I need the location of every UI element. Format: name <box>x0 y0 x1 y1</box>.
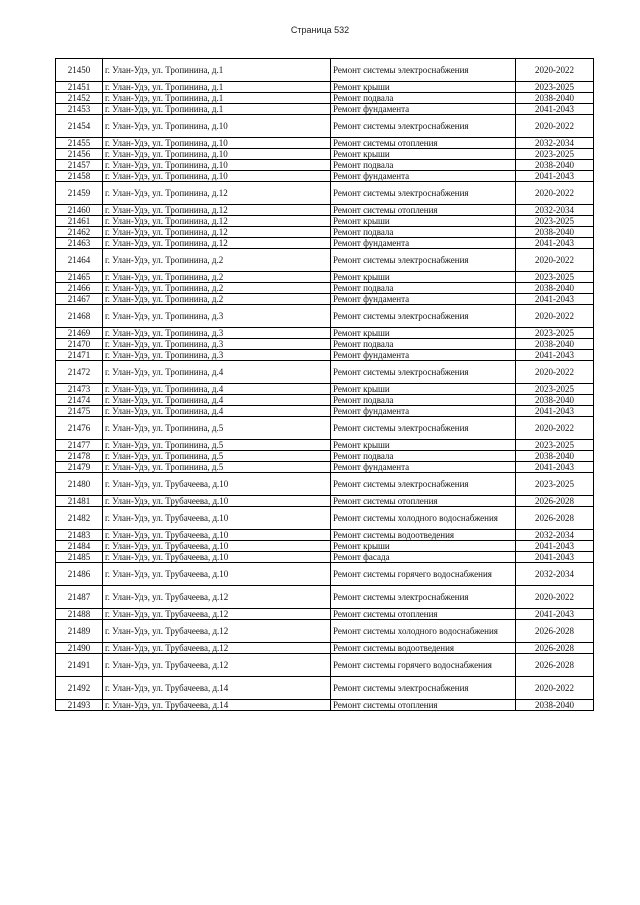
address-cell: г. Улан-Удэ, ул. Тропинина, д.4 <box>103 395 331 406</box>
period-cell: 2041-2043 <box>516 541 594 552</box>
table-row <box>56 406 594 417</box>
address-cell: г. Улан-Удэ, ул. Тропинина, д.3 <box>103 305 331 328</box>
work-type-cell: Ремонт системы электроснабжения <box>331 59 516 82</box>
period-cell: 2032-2034 <box>516 563 594 586</box>
period-cell: 2020-2022 <box>516 586 594 609</box>
period-cell: 2020-2022 <box>516 361 594 384</box>
row-number-cell: 21467 <box>56 294 103 305</box>
row-number-cell: 21459 <box>56 182 103 205</box>
table-row <box>56 586 594 609</box>
table-row <box>56 82 594 93</box>
address-cell: г. Улан-Удэ, ул. Тропинина, д.2 <box>103 294 331 305</box>
address-cell: г. Улан-Удэ, ул. Тропинина, д.10 <box>103 171 331 182</box>
address-cell: г. Улан-Удэ, ул. Тропинина, д.3 <box>103 328 331 339</box>
period-cell: 2041-2043 <box>516 609 594 620</box>
row-number-cell: 21492 <box>56 677 103 700</box>
row-number-cell: 21452 <box>56 93 103 104</box>
work-type-cell: Ремонт подвала <box>331 395 516 406</box>
period-cell: 2032-2034 <box>516 138 594 149</box>
table-row <box>56 361 594 384</box>
address-cell: г. Улан-Удэ, ул. Трубачеева, д.14 <box>103 700 331 711</box>
table-row <box>56 451 594 462</box>
period-cell: 2038-2040 <box>516 160 594 171</box>
table-row <box>56 654 594 677</box>
address-cell: г. Улан-Удэ, ул. Тропинина, д.1 <box>103 104 331 115</box>
table-row <box>56 620 594 643</box>
period-cell: 2023-2025 <box>516 473 594 496</box>
address-cell: г. Улан-Удэ, ул. Тропинина, д.4 <box>103 361 331 384</box>
period-cell: 2038-2040 <box>516 451 594 462</box>
period-cell: 2023-2025 <box>516 328 594 339</box>
table-row <box>56 384 594 395</box>
address-cell: г. Улан-Удэ, ул. Трубачеева, д.10 <box>103 530 331 541</box>
table-row <box>56 305 594 328</box>
address-cell: г. Улан-Удэ, ул. Трубачеева, д.10 <box>103 563 331 586</box>
address-cell: г. Улан-Удэ, ул. Трубачеева, д.12 <box>103 609 331 620</box>
table-row <box>56 328 594 339</box>
address-cell: г. Улан-Удэ, ул. Тропинина, д.12 <box>103 238 331 249</box>
table-row <box>56 473 594 496</box>
work-type-cell: Ремонт крыши <box>331 149 516 160</box>
address-cell: г. Улан-Удэ, ул. Тропинина, д.10 <box>103 115 331 138</box>
work-type-cell: Ремонт системы водоотведения <box>331 643 516 654</box>
row-number-cell: 21480 <box>56 473 103 496</box>
address-cell: г. Улан-Удэ, ул. Тропинина, д.10 <box>103 160 331 171</box>
work-type-cell: Ремонт фундамента <box>331 171 516 182</box>
address-cell: г. Улан-Удэ, ул. Тропинина, д.12 <box>103 216 331 227</box>
table-row <box>56 417 594 440</box>
period-cell: 2038-2040 <box>516 700 594 711</box>
work-type-cell: Ремонт системы электроснабжения <box>331 417 516 440</box>
work-type-cell: Ремонт крыши <box>331 440 516 451</box>
row-number-cell: 21493 <box>56 700 103 711</box>
table-row <box>56 272 594 283</box>
work-type-cell: Ремонт подвала <box>331 339 516 350</box>
work-type-cell: Ремонт крыши <box>331 216 516 227</box>
table-row <box>56 93 594 104</box>
row-number-cell: 21470 <box>56 339 103 350</box>
work-type-cell: Ремонт крыши <box>331 384 516 395</box>
period-cell: 2026-2028 <box>516 496 594 507</box>
table-row <box>56 171 594 182</box>
period-cell: 2023-2025 <box>516 82 594 93</box>
work-type-cell: Ремонт системы электроснабжения <box>331 473 516 496</box>
address-cell: г. Улан-Удэ, ул. Трубачеева, д.10 <box>103 496 331 507</box>
table-row <box>56 339 594 350</box>
row-number-cell: 21461 <box>56 216 103 227</box>
row-number-cell: 21482 <box>56 507 103 530</box>
period-cell: 2041-2043 <box>516 171 594 182</box>
work-type-cell: Ремонт подвала <box>331 451 516 462</box>
table-row <box>56 216 594 227</box>
table-row <box>56 440 594 451</box>
table-row <box>56 160 594 171</box>
row-number-cell: 21462 <box>56 227 103 238</box>
work-type-cell: Ремонт системы отопления <box>331 496 516 507</box>
address-cell: г. Улан-Удэ, ул. Тропинина, д.12 <box>103 227 331 238</box>
table-row <box>56 149 594 160</box>
work-type-cell: Ремонт фундамента <box>331 238 516 249</box>
table-row <box>56 227 594 238</box>
work-type-cell: Ремонт фундамента <box>331 350 516 361</box>
work-type-cell: Ремонт фундамента <box>331 104 516 115</box>
table-row <box>56 249 594 272</box>
work-type-cell: Ремонт фасада <box>331 552 516 563</box>
table-row <box>56 104 594 115</box>
work-type-cell: Ремонт системы отопления <box>331 609 516 620</box>
address-cell: г. Улан-Удэ, ул. Тропинина, д.3 <box>103 350 331 361</box>
row-number-cell: 21463 <box>56 238 103 249</box>
address-cell: г. Улан-Удэ, ул. Тропинина, д.5 <box>103 440 331 451</box>
address-cell: г. Улан-Удэ, ул. Тропинина, д.12 <box>103 205 331 216</box>
row-number-cell: 21490 <box>56 643 103 654</box>
work-type-cell: Ремонт крыши <box>331 272 516 283</box>
work-type-cell: Ремонт подвала <box>331 160 516 171</box>
address-cell: г. Улан-Удэ, ул. Тропинина, д.5 <box>103 417 331 440</box>
table-row <box>56 350 594 361</box>
table-row <box>56 238 594 249</box>
row-number-cell: 21450 <box>56 59 103 82</box>
work-type-cell: Ремонт подвала <box>331 227 516 238</box>
row-number-cell: 21451 <box>56 82 103 93</box>
row-number-cell: 21471 <box>56 350 103 361</box>
row-number-cell: 21460 <box>56 205 103 216</box>
work-type-cell: Ремонт крыши <box>331 328 516 339</box>
period-cell: 2020-2022 <box>516 182 594 205</box>
row-number-cell: 21455 <box>56 138 103 149</box>
work-type-cell: Ремонт фундамента <box>331 294 516 305</box>
work-type-cell: Ремонт системы водоотведения <box>331 530 516 541</box>
period-cell: 2032-2034 <box>516 530 594 541</box>
work-type-cell: Ремонт системы отопления <box>331 700 516 711</box>
work-type-cell: Ремонт системы электроснабжения <box>331 305 516 328</box>
table-row <box>56 205 594 216</box>
address-cell: г. Улан-Удэ, ул. Тропинина, д.2 <box>103 272 331 283</box>
period-cell: 2026-2028 <box>516 643 594 654</box>
address-cell: г. Улан-Удэ, ул. Трубачеева, д.10 <box>103 552 331 563</box>
row-number-cell: 21453 <box>56 104 103 115</box>
address-cell: г. Улан-Удэ, ул. Трубачеева, д.12 <box>103 620 331 643</box>
table-row <box>56 182 594 205</box>
period-cell: 2038-2040 <box>516 227 594 238</box>
work-type-cell: Ремонт фундамента <box>331 406 516 417</box>
work-type-cell: Ремонт подвала <box>331 283 516 294</box>
work-type-cell: Ремонт крыши <box>331 541 516 552</box>
row-number-cell: 21481 <box>56 496 103 507</box>
table-row <box>56 530 594 541</box>
period-cell: 2038-2040 <box>516 93 594 104</box>
period-cell: 2041-2043 <box>516 238 594 249</box>
work-type-cell: Ремонт системы горячего водоснабжения <box>331 563 516 586</box>
page-header: Страница 532 <box>290 25 350 35</box>
address-cell: г. Улан-Удэ, ул. Тропинина, д.4 <box>103 406 331 417</box>
row-number-cell: 21475 <box>56 406 103 417</box>
period-cell: 2023-2025 <box>516 440 594 451</box>
work-type-cell: Ремонт системы электроснабжения <box>331 182 516 205</box>
period-cell: 2026-2028 <box>516 620 594 643</box>
row-number-cell: 21484 <box>56 541 103 552</box>
row-number-cell: 21469 <box>56 328 103 339</box>
address-cell: г. Улан-Удэ, ул. Тропинина, д.2 <box>103 283 331 294</box>
period-cell: 2020-2022 <box>516 677 594 700</box>
period-cell: 2041-2043 <box>516 350 594 361</box>
period-cell: 2041-2043 <box>516 406 594 417</box>
period-cell: 2041-2043 <box>516 462 594 473</box>
table-row <box>56 59 594 82</box>
row-number-cell: 21489 <box>56 620 103 643</box>
address-cell: г. Улан-Удэ, ул. Трубачеева, д.10 <box>103 473 331 496</box>
address-cell: г. Улан-Удэ, ул. Тропинина, д.3 <box>103 339 331 350</box>
repair-schedule-table <box>55 58 594 711</box>
table-row <box>56 552 594 563</box>
period-cell: 2041-2043 <box>516 552 594 563</box>
address-cell: г. Улан-Удэ, ул. Тропинина, д.5 <box>103 462 331 473</box>
address-cell: г. Улан-Удэ, ул. Трубачеева, д.12 <box>103 654 331 677</box>
row-number-cell: 21472 <box>56 361 103 384</box>
table-row <box>56 395 594 406</box>
work-type-cell: Ремонт системы холодного водоснабжения <box>331 507 516 530</box>
address-cell: г. Улан-Удэ, ул. Тропинина, д.1 <box>103 93 331 104</box>
table-row <box>56 138 594 149</box>
address-cell: г. Улан-Удэ, ул. Тропинина, д.1 <box>103 82 331 93</box>
work-type-cell: Ремонт системы отопления <box>331 205 516 216</box>
period-cell: 2023-2025 <box>516 384 594 395</box>
row-number-cell: 21454 <box>56 115 103 138</box>
address-cell: г. Улан-Удэ, ул. Тропинина, д.10 <box>103 138 331 149</box>
period-cell: 2023-2025 <box>516 149 594 160</box>
row-number-cell: 21458 <box>56 171 103 182</box>
work-type-cell: Ремонт системы электроснабжения <box>331 249 516 272</box>
work-type-cell: Ремонт системы электроснабжения <box>331 586 516 609</box>
row-number-cell: 21486 <box>56 563 103 586</box>
table-row <box>56 283 594 294</box>
address-cell: г. Улан-Удэ, ул. Тропинина, д.10 <box>103 149 331 160</box>
table-row <box>56 507 594 530</box>
address-cell: г. Улан-Удэ, ул. Трубачеева, д.10 <box>103 507 331 530</box>
period-cell: 2023-2025 <box>516 216 594 227</box>
period-cell: 2020-2022 <box>516 249 594 272</box>
row-number-cell: 21491 <box>56 654 103 677</box>
address-cell: г. Улан-Удэ, ул. Трубачеева, д.10 <box>103 541 331 552</box>
row-number-cell: 21479 <box>56 462 103 473</box>
work-type-cell: Ремонт системы электроснабжения <box>331 677 516 700</box>
period-cell: 2020-2022 <box>516 59 594 82</box>
address-cell: г. Улан-Удэ, ул. Тропинина, д.5 <box>103 451 331 462</box>
row-number-cell: 21477 <box>56 440 103 451</box>
table-row <box>56 541 594 552</box>
period-cell: 2038-2040 <box>516 339 594 350</box>
table-body <box>56 59 594 711</box>
period-cell: 2026-2028 <box>516 654 594 677</box>
table-row <box>56 677 594 700</box>
address-cell: г. Улан-Удэ, ул. Тропинина, д.1 <box>103 59 331 82</box>
work-type-cell: Ремонт фундамента <box>331 462 516 473</box>
row-number-cell: 21474 <box>56 395 103 406</box>
period-cell: 2041-2043 <box>516 104 594 115</box>
work-type-cell: Ремонт системы холодного водоснабжения <box>331 620 516 643</box>
table-row <box>56 700 594 711</box>
period-cell: 2041-2043 <box>516 294 594 305</box>
row-number-cell: 21485 <box>56 552 103 563</box>
row-number-cell: 21478 <box>56 451 103 462</box>
period-cell: 2020-2022 <box>516 417 594 440</box>
table-row <box>56 496 594 507</box>
address-cell: г. Улан-Удэ, ул. Трубачеева, д.12 <box>103 586 331 609</box>
work-type-cell: Ремонт подвала <box>331 93 516 104</box>
work-type-cell: Ремонт системы электроснабжения <box>331 361 516 384</box>
address-cell: г. Улан-Удэ, ул. Трубачеева, д.14 <box>103 677 331 700</box>
row-number-cell: 21487 <box>56 586 103 609</box>
work-type-cell: Ремонт системы горячего водоснабжения <box>331 654 516 677</box>
table-row <box>56 609 594 620</box>
period-cell: 2020-2022 <box>516 115 594 138</box>
row-number-cell: 21476 <box>56 417 103 440</box>
row-number-cell: 21468 <box>56 305 103 328</box>
period-cell: 2038-2040 <box>516 283 594 294</box>
period-cell: 2032-2034 <box>516 205 594 216</box>
period-cell: 2038-2040 <box>516 395 594 406</box>
row-number-cell: 21488 <box>56 609 103 620</box>
row-number-cell: 21465 <box>56 272 103 283</box>
period-cell: 2020-2022 <box>516 305 594 328</box>
address-cell: г. Улан-Удэ, ул. Тропинина, д.4 <box>103 384 331 395</box>
row-number-cell: 21464 <box>56 249 103 272</box>
table-row <box>56 462 594 473</box>
work-type-cell: Ремонт крыши <box>331 82 516 93</box>
row-number-cell: 21456 <box>56 149 103 160</box>
period-cell: 2026-2028 <box>516 507 594 530</box>
row-number-cell: 21466 <box>56 283 103 294</box>
row-number-cell: 21483 <box>56 530 103 541</box>
work-type-cell: Ремонт системы отопления <box>331 138 516 149</box>
row-number-cell: 21473 <box>56 384 103 395</box>
table-row <box>56 294 594 305</box>
address-cell: г. Улан-Удэ, ул. Трубачеева, д.12 <box>103 643 331 654</box>
row-number-cell: 21457 <box>56 160 103 171</box>
table-row <box>56 643 594 654</box>
work-type-cell: Ремонт системы электроснабжения <box>331 115 516 138</box>
period-cell: 2023-2025 <box>516 272 594 283</box>
table-row <box>56 563 594 586</box>
address-cell: г. Улан-Удэ, ул. Тропинина, д.2 <box>103 249 331 272</box>
table-row <box>56 115 594 138</box>
address-cell: г. Улан-Удэ, ул. Тропинина, д.12 <box>103 182 331 205</box>
